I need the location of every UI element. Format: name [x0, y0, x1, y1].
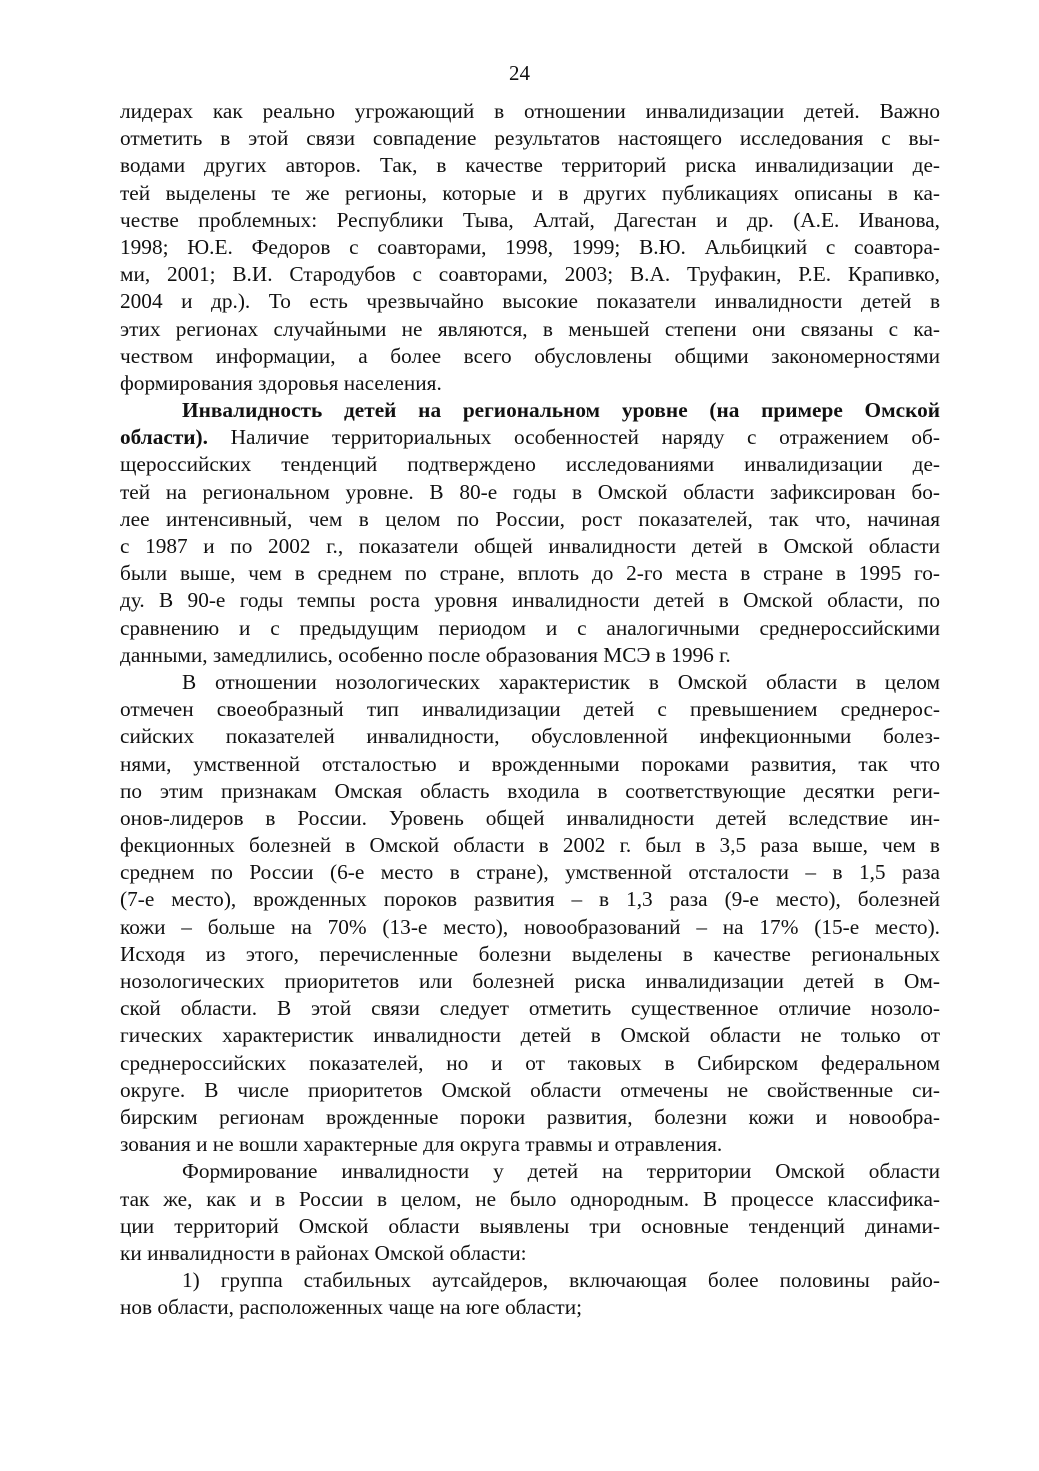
section-heading: Инвалидность детей на региональном уровне (на примере Омской: [182, 398, 940, 423]
list-item-continuation: нов области, расположенных чаще на юге области;: [120, 1295, 583, 1320]
text-line: были выше, чем в среднем по стране, вплоть до 2-го места в стране в 1995 го-: [120, 561, 940, 586]
text-line: лидерах как реально угрожающий в отношении инвалидизации детей. Важно: [120, 99, 940, 123]
text-line: Формирование инвалидности у детей на территории Омской области: [182, 1159, 940, 1184]
page-number: 24: [509, 61, 530, 85]
text-line: отмечен своеобразный тип инвалидизации детей с превышением среднерос-: [120, 697, 940, 722]
text-line: бирским регионам врожденные пороки развития, болезни кожи и новообра-: [120, 1104, 940, 1129]
text-line: [120, 424, 940, 451]
list-item: 1) группа стабильных аутсайдеров, включающая более половины райо-: [182, 1268, 940, 1293]
body-text: [120, 98, 940, 1321]
text-line: чеством информации, а более всего обусловлены общими закономерностями: [120, 343, 940, 368]
text-line: по этим признакам Омская область входила в соответствующие десятки реги-: [120, 778, 940, 803]
text-line: округе. В числе приоритетов Омской области отмечены не свойственные си-: [120, 1077, 940, 1102]
text-line: кожи – больше на 70% (13-е место), новообразований – на 17% (15-е место).: [120, 914, 940, 939]
text-line: нозологических приоритетов или болезней риска инвалидизации детей в Ом-: [120, 969, 940, 993]
text-line: онов-лидеров в России. Уровень общей инвалидности детей вследствие ин-: [120, 805, 940, 830]
text-line: ской области. В этой связи следует отметить существенное отличие нозоло-: [120, 996, 940, 1021]
text-line: Исходя из этого, перечисленные болезни выделены в качестве региональных: [120, 941, 940, 966]
text-line: формирования здоровья населения.: [120, 370, 442, 395]
text-line: честве проблемных: Республики Тыва, Алтай, Дагестан и др. (А.Е. Иванова,: [120, 207, 940, 232]
text-line: тей выделены те же регионы, которые и в других публикациях описаны в ка-: [120, 180, 940, 205]
text-line: этих регионах случайными не являются, в меньшей степени они связаны с ка-: [120, 316, 940, 341]
text-line: ду. В 90-е годы темпы роста уровня инвалидности детей в Омской области, по: [120, 588, 940, 613]
text-line: отметить в этой связи совпадение результатов настоящего исследования с вы-: [120, 126, 940, 151]
text-fragment: Наличие территориальных особенностей наряду с отражением об-: [207, 425, 940, 450]
text-line: среднем по России (6-е место в стране), умственной отсталости – в 1,5 раза: [120, 860, 940, 885]
text-line: ми, 2001; В.И. Стародубов с соавторами, 2003; В.А. Труфакин, Р.Е. Крапивко,: [120, 262, 940, 287]
text-line: сравнению и с предыдущим периодом и с аналогичными среднероссийскими: [120, 615, 940, 640]
text-line: фекционных болезней в Омской области в 2002 г. был в 3,5 раза выше, чем в: [120, 833, 940, 858]
text-line: щероссийских тенденций подтверждено исследованиями инвалидизации де-: [120, 452, 940, 477]
text-line: ции территорий Омской области выявлены три основные тенденций динами-: [120, 1213, 940, 1238]
section-heading-tail: области).: [120, 425, 208, 450]
text-line: лее интенсивный, чем в целом по России, рост показателей, так что, начиная: [120, 506, 940, 531]
text-line: нями, умственной отсталостью и врожденными пороками развития, так что: [120, 751, 940, 776]
text-line: тей на региональном уровне. В 80-е годы в Омской области зафиксирован бо-: [120, 479, 940, 504]
text-line: с 1987 и по 2002 г., показатели общей инвалидности детей в Омской области: [120, 534, 940, 558]
text-line: В отношении нозологических характеристик в Омской области в целом: [182, 669, 940, 694]
text-line: так же, как и в России в целом, не было однородным. В процессе классифика-: [120, 1186, 940, 1211]
text-line: данными, замедлились, особенно после образования МСЭ в 1996 г.: [120, 642, 731, 667]
text-line: 1998; Ю.Е. Федоров с соавторами, 1998, 1999; В.Ю. Альбицкий с соавтора-: [120, 234, 940, 259]
text-line: гических характеристик инвалидности детей в Омской области не только от: [120, 1023, 940, 1048]
text-line: (7-е место), врожденных пороков развития – в 1,3 раза (9-е место), болезней: [120, 887, 940, 912]
text-line: водами других авторов. Так, в качестве территорий риска инвалидизации де-: [120, 153, 940, 178]
text-line: сийских показателей инвалидности, обусловленной инфекционными болез-: [120, 724, 940, 749]
text-line: среднероссийских показателей, но и от таковых в Сибирском федеральном: [120, 1050, 940, 1075]
text-line: зования и не вошли характерные для округа травмы и отравления.: [120, 1132, 723, 1157]
text-line: ки инвалидности в районах Омской области:: [120, 1240, 527, 1265]
text-line: 2004 и др.). То есть чрезвычайно высокие показатели инвалидности детей в: [120, 289, 940, 314]
